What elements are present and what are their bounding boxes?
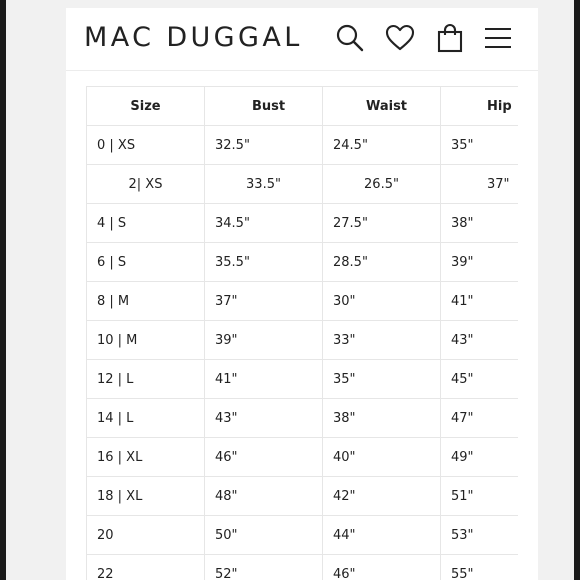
hip-cell: 43" <box>441 321 519 360</box>
waist-cell: 38" <box>323 399 441 438</box>
waist-cell: 44" <box>323 516 441 555</box>
site-header <box>66 8 538 71</box>
hip-cell: 41" <box>441 282 519 321</box>
bust-cell: 43" <box>205 399 323 438</box>
hip-cell: 55" <box>441 555 519 580</box>
size-cell: 20 <box>87 516 205 555</box>
table-header-row <box>87 87 519 126</box>
bust-cell: 52" <box>205 555 323 580</box>
size-cell: 8 | M <box>87 282 205 321</box>
hip-cell: 45" <box>441 360 519 399</box>
table-row <box>87 282 519 321</box>
size-cell: 10 | M <box>87 321 205 360</box>
brand-logo[interactable]: MAC DUGGAL <box>84 22 303 53</box>
left-edge-strip <box>0 0 6 580</box>
bust-cell: 34.5" <box>205 204 323 243</box>
table-row <box>87 555 519 580</box>
waist-cell: 40" <box>323 438 441 477</box>
heart-icon[interactable] <box>384 22 416 54</box>
search-icon[interactable] <box>334 22 366 54</box>
hip-cell: 47" <box>441 399 519 438</box>
bust-cell: 46" <box>205 438 323 477</box>
table-row <box>87 126 519 165</box>
page <box>66 8 538 580</box>
size-cell: 14 | L <box>87 399 205 438</box>
size-cell: 12 | L <box>87 360 205 399</box>
bust-cell: 37" <box>205 282 323 321</box>
table-row <box>87 321 519 360</box>
size-cell: 2| XS <box>87 165 205 204</box>
waist-cell: 28.5" <box>323 243 441 282</box>
hip-cell: 37" <box>441 165 519 204</box>
column-header-waist: Waist <box>323 87 441 126</box>
hip-cell: 53" <box>441 516 519 555</box>
table-row <box>87 399 519 438</box>
waist-cell: 24.5" <box>323 126 441 165</box>
table-row <box>87 204 519 243</box>
hip-cell: 51" <box>441 477 519 516</box>
size-cell: 0 | XS <box>87 126 205 165</box>
column-header-size: Size <box>87 87 205 126</box>
table-row <box>87 438 519 477</box>
waist-cell: 42" <box>323 477 441 516</box>
table-row <box>87 477 519 516</box>
size-cell: 16 | XL <box>87 438 205 477</box>
waist-cell: 35" <box>323 360 441 399</box>
bust-cell: 48" <box>205 477 323 516</box>
size-cell: 18 | XL <box>87 477 205 516</box>
size-chart-table <box>86 86 518 580</box>
waist-cell: 46" <box>323 555 441 580</box>
waist-cell: 27.5" <box>323 204 441 243</box>
column-header-bust: Bust <box>205 87 323 126</box>
bust-cell: 50" <box>205 516 323 555</box>
right-edge-strip <box>574 0 580 580</box>
table-row <box>87 516 519 555</box>
table-row <box>87 243 519 282</box>
hip-cell: 35" <box>441 126 519 165</box>
waist-cell: 26.5" <box>323 165 441 204</box>
waist-cell: 30" <box>323 282 441 321</box>
waist-cell: 33" <box>323 321 441 360</box>
hip-cell: 49" <box>441 438 519 477</box>
hip-cell: 38" <box>441 204 519 243</box>
bust-cell: 32.5" <box>205 126 323 165</box>
bust-cell: 41" <box>205 360 323 399</box>
bust-cell: 33.5" <box>205 165 323 204</box>
shopping-bag-icon[interactable] <box>434 22 466 54</box>
size-cell: 6 | S <box>87 243 205 282</box>
menu-icon[interactable] <box>482 22 514 54</box>
bust-cell: 35.5" <box>205 243 323 282</box>
size-chart <box>86 86 518 580</box>
column-header-hip: Hip <box>441 87 519 126</box>
table-row <box>87 360 519 399</box>
size-cell: 22 <box>87 555 205 580</box>
table-row <box>87 165 519 204</box>
hip-cell: 39" <box>441 243 519 282</box>
size-cell: 4 | S <box>87 204 205 243</box>
bust-cell: 39" <box>205 321 323 360</box>
